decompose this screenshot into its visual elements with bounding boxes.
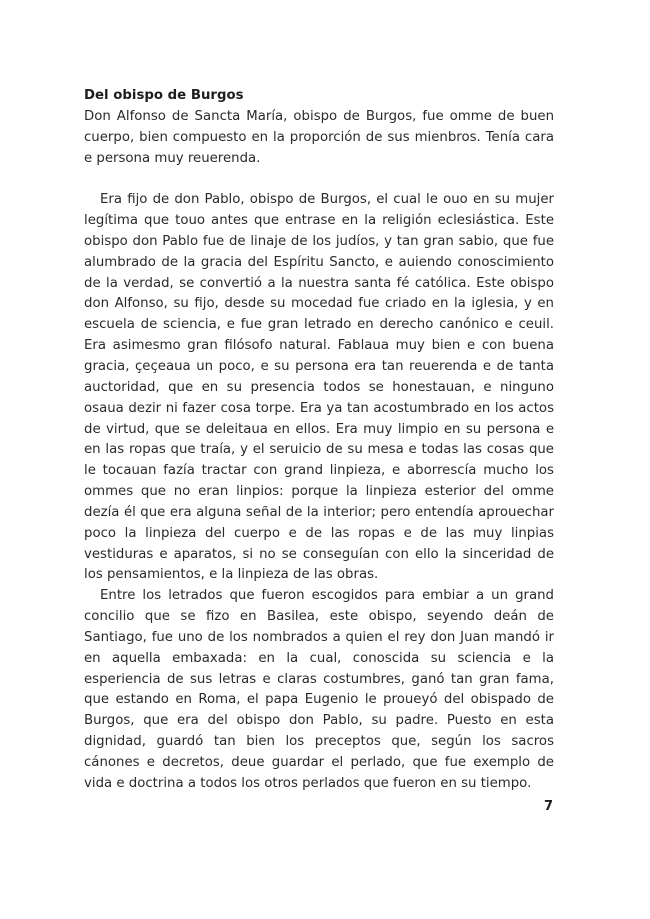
paragraph-2: Era fijo de don Pablo, obispo de Burgos, el cual le ouo en su mujer legítima que touo antes que entrase en la religión eclesiástica. Este obispo don Pablo fue de linaje de los judíos, y tan gran sabio, que fue alumbrado de la gracia del Espíritu Sancto, e auiendo conoscimiento de la verdad, se convertió a la nuestra santa fé católica. Este obispo don Alfonso, su fijo, desde su mocedad fue criado en la iglesia, y en escuela de sciencia, e fue gran letrado en derecho canónico e ceuil. Era asimesmo gran filósofo natural. Fablaua muy bien e con buena gracia, çeçeaua un poco, e su persona era tan reuerenda e de tanta auctoridad, que en su presencia todos se honestauan, e ninguno osaua dezir ni fazer cosa torpe. Era ya tan acostumbrado en los actos de virtud, que se deleitaua en ellos. Era muy limpio en su persona e en las ropas que traía, y el seruicio de su mesa e todas las cosas que le tocauan fazía tractar con grand linpieza, e aborrescía mucho los ommes que no eran linpios: porque la linpieza esterior del omme dezía él que era alguna señal de la interior; pero entendía aprouechar poco la linpieza del cuerpo e de las ropas e de las muy linpias vestiduras e aparatos, si no se conseguían con ello la sinceridad de los pensamientos, e la linpieza de las obras. — [84, 192, 554, 583]
paragraph-1: Don Alfonso de Sancta María, obispo de Burgos, fue omme de buen cuerpo, bien compuesto en la proporción de sus mienbros. Tenía cara e persona muy reuerenda. — [84, 108, 554, 166]
paragraph-3: Entre los letrados que fueron escogidos para embiar a un grand concilio que se fizo en Basilea, este obispo, seyendo deán de Santiago, fue uno de los nombrados a quien el rey don Juan mandó ir en aquella embaxada: en la cual, conoscida su sciencia e la esperiencia de sus letras e claras costumbres, ganó tan gran fama, que estando en Roma, el papa Eugenio le proueyó del obispado de Burgos, que era del obispo don Pablo, su padre. Puesto en esta dignidad, guardó tan bien los preceptos que, según los sacros cánones e decretos, deue guardar el perlado, que fue exemplo de vida e doctrina a todos los otros perlados que fueron en su tiempo. — [84, 588, 554, 791]
page-number: 7 — [544, 799, 554, 814]
section-title: Del obispo de Burgos — [84, 88, 244, 103]
text-block — [84, 86, 554, 795]
